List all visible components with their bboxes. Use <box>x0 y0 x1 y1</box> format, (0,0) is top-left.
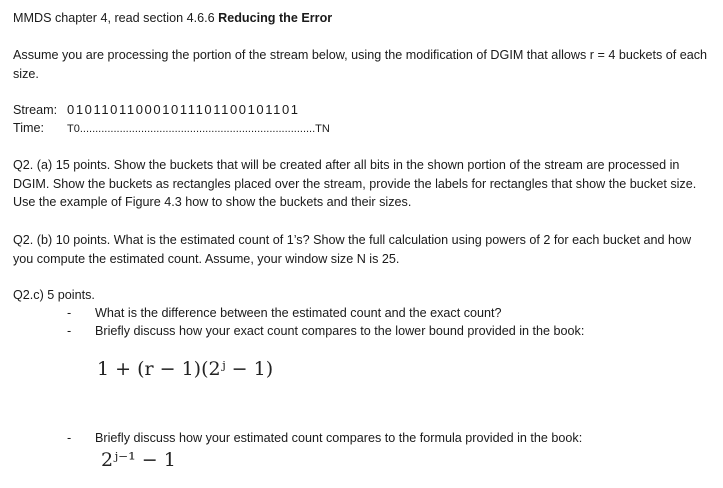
q2b-paragraph: Q2. (b) 10 points. What is the estimated count of 1’s? Show the full calculation using powers of 2 for each bucket and how you compute the estimated count. Assume, your window size N is 25. <box>13 233 692 266</box>
stream-label: Stream: <box>13 103 58 117</box>
time-end: TN <box>315 123 330 135</box>
stream-row <box>13 101 300 119</box>
time-row <box>13 119 330 138</box>
time-label: Time: <box>13 121 45 135</box>
time-dots: ............................................................................. <box>79 123 316 135</box>
bullet-text: What is the difference between the estimated count and the exact count? <box>95 306 502 320</box>
time-start: T0 <box>67 123 80 135</box>
stream-bits: 010110110001011101100101101 <box>67 102 300 117</box>
estimated-formula: 2ʲ⁻¹ − 1 <box>101 449 176 471</box>
bullet-item-estimated <box>67 429 583 447</box>
bullet-text: Briefly discuss how your estimated count compares to the formula provided in the book: <box>95 431 583 445</box>
bullet-dash: - <box>67 306 72 320</box>
bullet-dash: - <box>67 431 72 445</box>
bullet-text: Briefly discuss how your exact count compares to the lower bound provided in the book: <box>95 324 585 338</box>
intro-paragraph: Assume you are processing the portion of the stream below, using the modification of DGIM that allows r = 4 buckets of each size. <box>13 48 708 81</box>
header-prefix: MMDS chapter 4, read section 4.6.6 <box>13 11 219 25</box>
bullet-dash: - <box>67 324 72 338</box>
bullet-item-lower-bound <box>67 322 585 340</box>
q2a-paragraph: Q2. (a) 15 points. Show the buckets that will be created after all bits in the shown portion of the stream are processed in DGIM. Show the buckets as rectangles placed over the stream, provide the labels for rectangles that show the bucket size. Use the example of Figure 4.3 how to show the buckets and their sizes. <box>13 158 697 209</box>
bullet-item-difference <box>67 304 502 322</box>
header-line <box>13 9 332 27</box>
q2c-heading: Q2.c) 5 points. <box>13 288 95 302</box>
lower-bound-formula: 1 + (r − 1)(2ʲ − 1) <box>97 358 274 380</box>
header-bold-title: Reducing the Error <box>218 11 333 25</box>
